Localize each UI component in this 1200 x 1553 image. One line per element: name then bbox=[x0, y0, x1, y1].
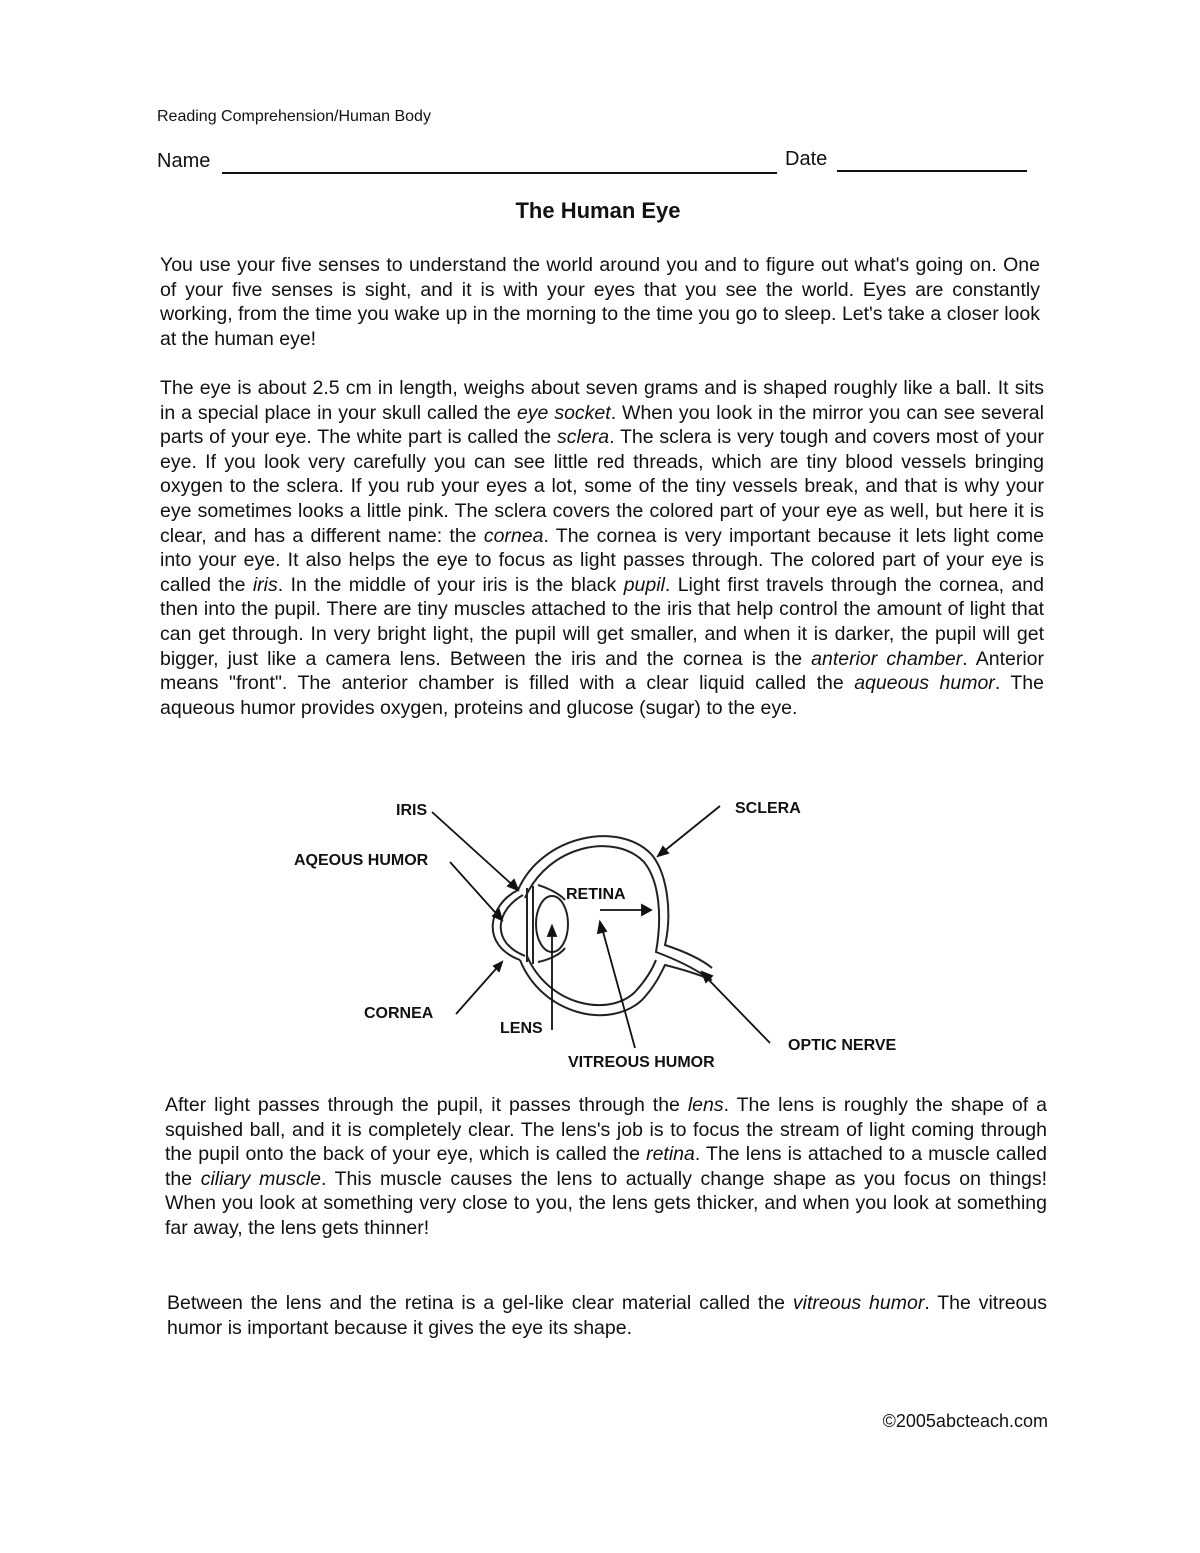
text-run: . In the middle of your iris is the black bbox=[277, 573, 624, 596]
paragraph-intro: You use your five senses to understand the world around you and to figure out what's going on. One of your five senses is sight, and it is with your eyes that you see the world. Eyes are constantly working, from the time you wake up in the morning to the time you go to sleep. Let's take a closer look at the human eye! bbox=[160, 254, 1040, 350]
label-iris: IRIS bbox=[396, 802, 428, 819]
text-run: . The lens is roughly the shape of a squished ball, and it is completely clear. The lens's job is to focus the stream of light coming through the pupil onto the back of your eye, which is called the bbox=[165, 1094, 1047, 1166]
text-run: After light passes through the pupil, it passes through the bbox=[165, 1094, 688, 1116]
italic-term: retina bbox=[646, 1143, 695, 1166]
text-run: . Light first travels through the cornea, and then into the pupil. There are tiny muscles attached to the iris that help control the amount of light that can get through. In very bright light, the pupil will get smaller, and when it is darker, the pupil will get bigger, just like a camera lens. Between the iris and the cornea is the bbox=[160, 573, 1044, 670]
text-run: The eye is about 2.5 cm in length, weighs about seven grams and is shaped roughly like a ball. It sits in a special place in your skull called the bbox=[160, 377, 1044, 424]
label-lens: LENS bbox=[500, 1020, 543, 1037]
label-optic-nerve: OPTIC NERVE bbox=[788, 1037, 897, 1054]
italic-term: anterior chamber bbox=[811, 647, 963, 670]
label-retina: RETINA bbox=[566, 886, 626, 903]
italic-term: eye socket bbox=[516, 401, 611, 424]
text-run: . When you look in the mirror you can see several parts of your eye. The white part is called the bbox=[160, 401, 1044, 449]
italic-term: iris bbox=[252, 573, 278, 596]
text-run: Between the lens and the retina is a gel-like clear material called the bbox=[167, 1292, 793, 1314]
eye-diagram bbox=[280, 790, 940, 1085]
text-run: . The cornea is very important because it lets light come into your eye. It also helps the eye to focus as light passes through. The colored part of your eye is called the bbox=[160, 524, 1045, 596]
text-run: . Anterior means "front". The anterior chamber is filled with a clear liquid called the bbox=[160, 647, 1044, 695]
text-run: . This muscle causes the lens to actually change shape as you focus on things! When you look at something very close to you, the lens gets thicker, and when you look at something far away, the lens gets thinner! bbox=[165, 1167, 1048, 1239]
date-field-line[interactable] bbox=[837, 170, 1027, 172]
italic-term: lens bbox=[687, 1094, 724, 1116]
worksheet-subject: Reading Comprehension/Human Body bbox=[157, 108, 431, 125]
name-label: Name bbox=[157, 150, 211, 172]
italic-term: aqueous humor bbox=[854, 672, 995, 695]
label-sclera: SCLERA bbox=[735, 800, 801, 817]
italic-term: cornea bbox=[483, 524, 544, 547]
copyright-notice: ©2005abcteach.com bbox=[882, 1411, 1048, 1431]
italic-term: pupil bbox=[623, 573, 665, 596]
italic-term: vitreous humor bbox=[792, 1292, 925, 1314]
italic-term: ciliary muscle bbox=[200, 1167, 321, 1190]
text-run: . The vitreous humor is important because it gives the eye its shape. bbox=[167, 1292, 1047, 1339]
italic-term: sclera bbox=[557, 426, 610, 449]
text-run: . The aqueous humor provides oxygen, proteins and glucose (sugar) to the eye. bbox=[160, 672, 1044, 719]
text-run: . The lens is attached to a muscle called the bbox=[165, 1143, 1047, 1190]
label-aqueous-humor: AQEOUS HUMOR bbox=[294, 852, 429, 869]
paragraph-lens bbox=[165, 1093, 1047, 1241]
name-field-line[interactable] bbox=[222, 172, 777, 174]
paragraph-vitreous bbox=[167, 1291, 1047, 1340]
text-run: . The sclera is very tough and covers most of your eye. If you look very carefully you can see little red threads, which are tiny blood vessels bringing oxygen to the sclera. If you rub your eyes a lot, some of the tiny vessels break, and that is why your eye sometimes looks a little pink. The sclera covers the colored part of your eye as well, but here it is clear, and has a different name: the bbox=[160, 426, 1044, 547]
page-title: The Human Eye bbox=[515, 198, 681, 223]
date-label: Date bbox=[785, 148, 828, 170]
label-cornea: CORNEA bbox=[364, 1005, 434, 1022]
paragraph-eye-parts bbox=[160, 376, 1044, 720]
label-vitreous-humor: VITREOUS HUMOR bbox=[568, 1054, 715, 1071]
name-date-row bbox=[157, 148, 1027, 178]
